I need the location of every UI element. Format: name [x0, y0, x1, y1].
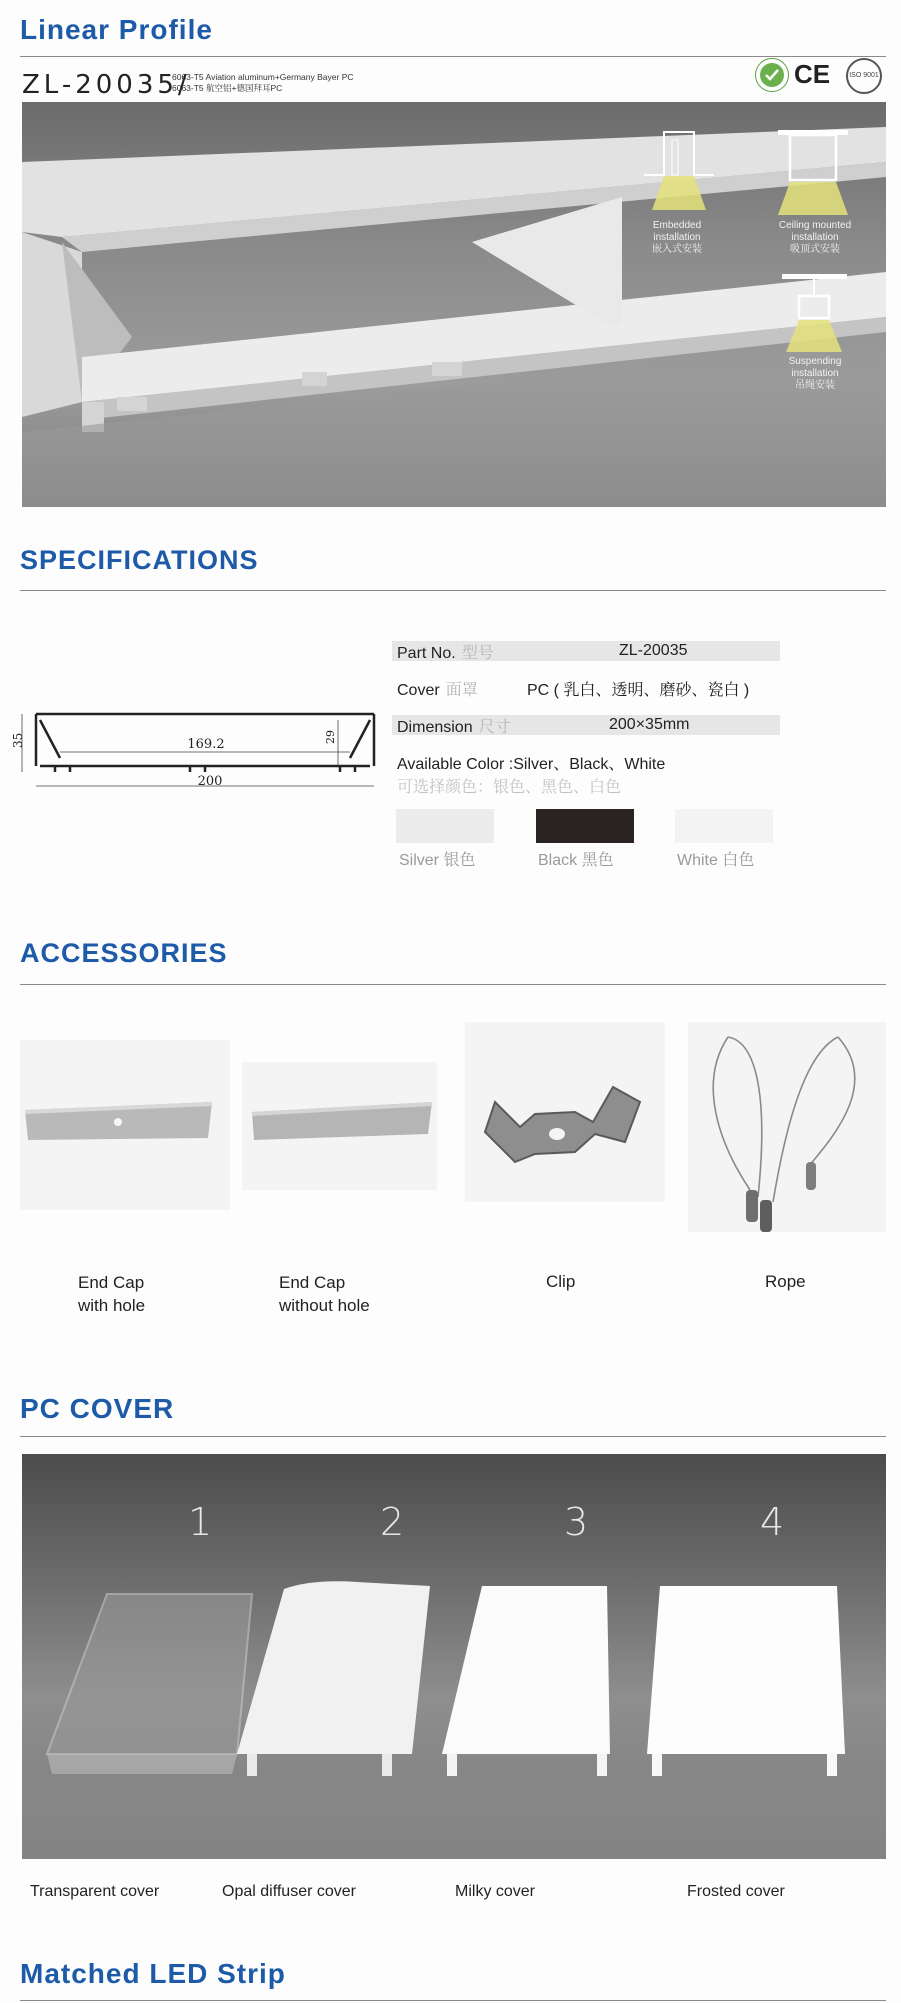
led-strip-heading: Matched LED Strip	[20, 1958, 286, 1989]
end-cap-without-hole-image	[242, 1062, 437, 1190]
drawing-height: 35	[11, 732, 25, 748]
swatch-white-label: White 白色	[677, 852, 755, 869]
spec-value: PC ( 乳白、透明、磨砂、瓷白 )	[527, 681, 750, 699]
spec-key-cn: 面罩	[445, 681, 478, 699]
spec-key: Cover	[397, 681, 440, 699]
material-en: 6063-T5 Aviation aluminum+Germany Bayer PC	[172, 72, 354, 82]
material-cn: 6063-T5 航空铝+德国拜耳PC	[172, 83, 283, 93]
rope-image	[688, 1022, 886, 1232]
spec-key: Part No.	[397, 644, 456, 662]
cover-number-2: 2	[380, 1500, 405, 1544]
ce-icon: CE	[793, 58, 831, 89]
suspending-installation-label: Suspending installation 吊绳安装	[788, 356, 842, 391]
accessory-label-rope: Rope	[765, 1272, 806, 1291]
swatch-silver-label: Silver 银色	[399, 852, 476, 869]
aluminum-profile-illustration	[22, 102, 886, 507]
iso-icon: ISO 9001	[846, 58, 882, 94]
pc-cover-heading: PC COVER	[20, 1393, 175, 1424]
spec-value: 200×35mm	[609, 716, 690, 733]
spec-key: Dimension	[397, 718, 473, 736]
swatch-white[interactable]	[675, 809, 773, 843]
cover-label-transparent: Transparent cover	[30, 1883, 160, 1900]
accessory-label-clip: Clip	[546, 1272, 576, 1291]
spec-key-cn: 尺寸	[478, 718, 511, 736]
suspending-installation-icon	[782, 274, 852, 354]
cover-label-frosted: Frosted cover	[687, 1883, 785, 1900]
spec-row-part-no	[392, 641, 780, 661]
cover-label-milky: Milky cover	[455, 1883, 536, 1900]
profile-cross-section-drawing	[10, 706, 380, 796]
drawing-inner-width: 169.2	[187, 737, 225, 752]
end-cap-with-hole-image	[20, 1040, 230, 1210]
page-title: Linear Profile	[20, 14, 213, 45]
material-description	[172, 72, 354, 94]
rohs-icon	[755, 58, 789, 92]
swatch-silver[interactable]	[396, 809, 494, 843]
spec-key-cn: 型号	[461, 644, 494, 662]
spec-row-cover	[392, 678, 780, 698]
available-color-text-cn: 可选择颜色：银色、黑色、白色	[397, 779, 622, 796]
spec-value: ZL-20035	[619, 642, 688, 659]
available-color-text: Available Color :Silver、Black、White	[397, 756, 666, 773]
drawing-width: 200	[197, 774, 223, 789]
clip-icon	[465, 1022, 665, 1202]
accessory-label-end-cap-hole: End Cap with hole	[78, 1273, 146, 1315]
end-cap-with-hole-icon	[20, 1040, 230, 1210]
ceiling-mounted-installation-label: Ceiling mounted installation 吸顶式安装	[778, 220, 852, 255]
embedded-installation-label: Embedded installation 嵌入式安装	[652, 220, 702, 255]
embedded-installation-icon	[644, 130, 734, 210]
ceiling-mounted-installation-icon	[778, 130, 853, 215]
spec-row-dimension	[392, 715, 780, 735]
pc-cover-samples-illustration	[22, 1454, 886, 1859]
clip-image	[465, 1022, 665, 1202]
model-number: ZL-20035/	[22, 70, 191, 100]
end-cap-without-hole-icon	[242, 1062, 437, 1190]
product-hero-image	[22, 102, 886, 507]
pc-cover-divider	[20, 1436, 886, 1437]
drawing-inner-height: 29	[324, 730, 337, 744]
cover-number-3: 3	[564, 1500, 589, 1544]
cover-number-4: 4	[760, 1500, 785, 1544]
accessory-label-end-cap-no-hole: End Cap without hole	[279, 1273, 370, 1315]
swatch-black-label: Black 黑色	[538, 852, 614, 869]
led-strip-divider	[20, 2000, 886, 2001]
rope-icon	[688, 1022, 886, 1232]
pc-cover-photo	[22, 1454, 886, 1859]
cover-label-opal: Opal diffuser cover	[222, 1883, 356, 1900]
specifications-divider	[20, 590, 886, 591]
swatch-black[interactable]	[536, 809, 634, 843]
accessories-divider	[20, 984, 886, 985]
accessories-heading: ACCESSORIES	[20, 938, 228, 968]
title-divider	[20, 56, 886, 57]
cover-number-1: 1	[188, 1500, 213, 1544]
specifications-heading: SPECIFICATIONS	[20, 545, 259, 575]
